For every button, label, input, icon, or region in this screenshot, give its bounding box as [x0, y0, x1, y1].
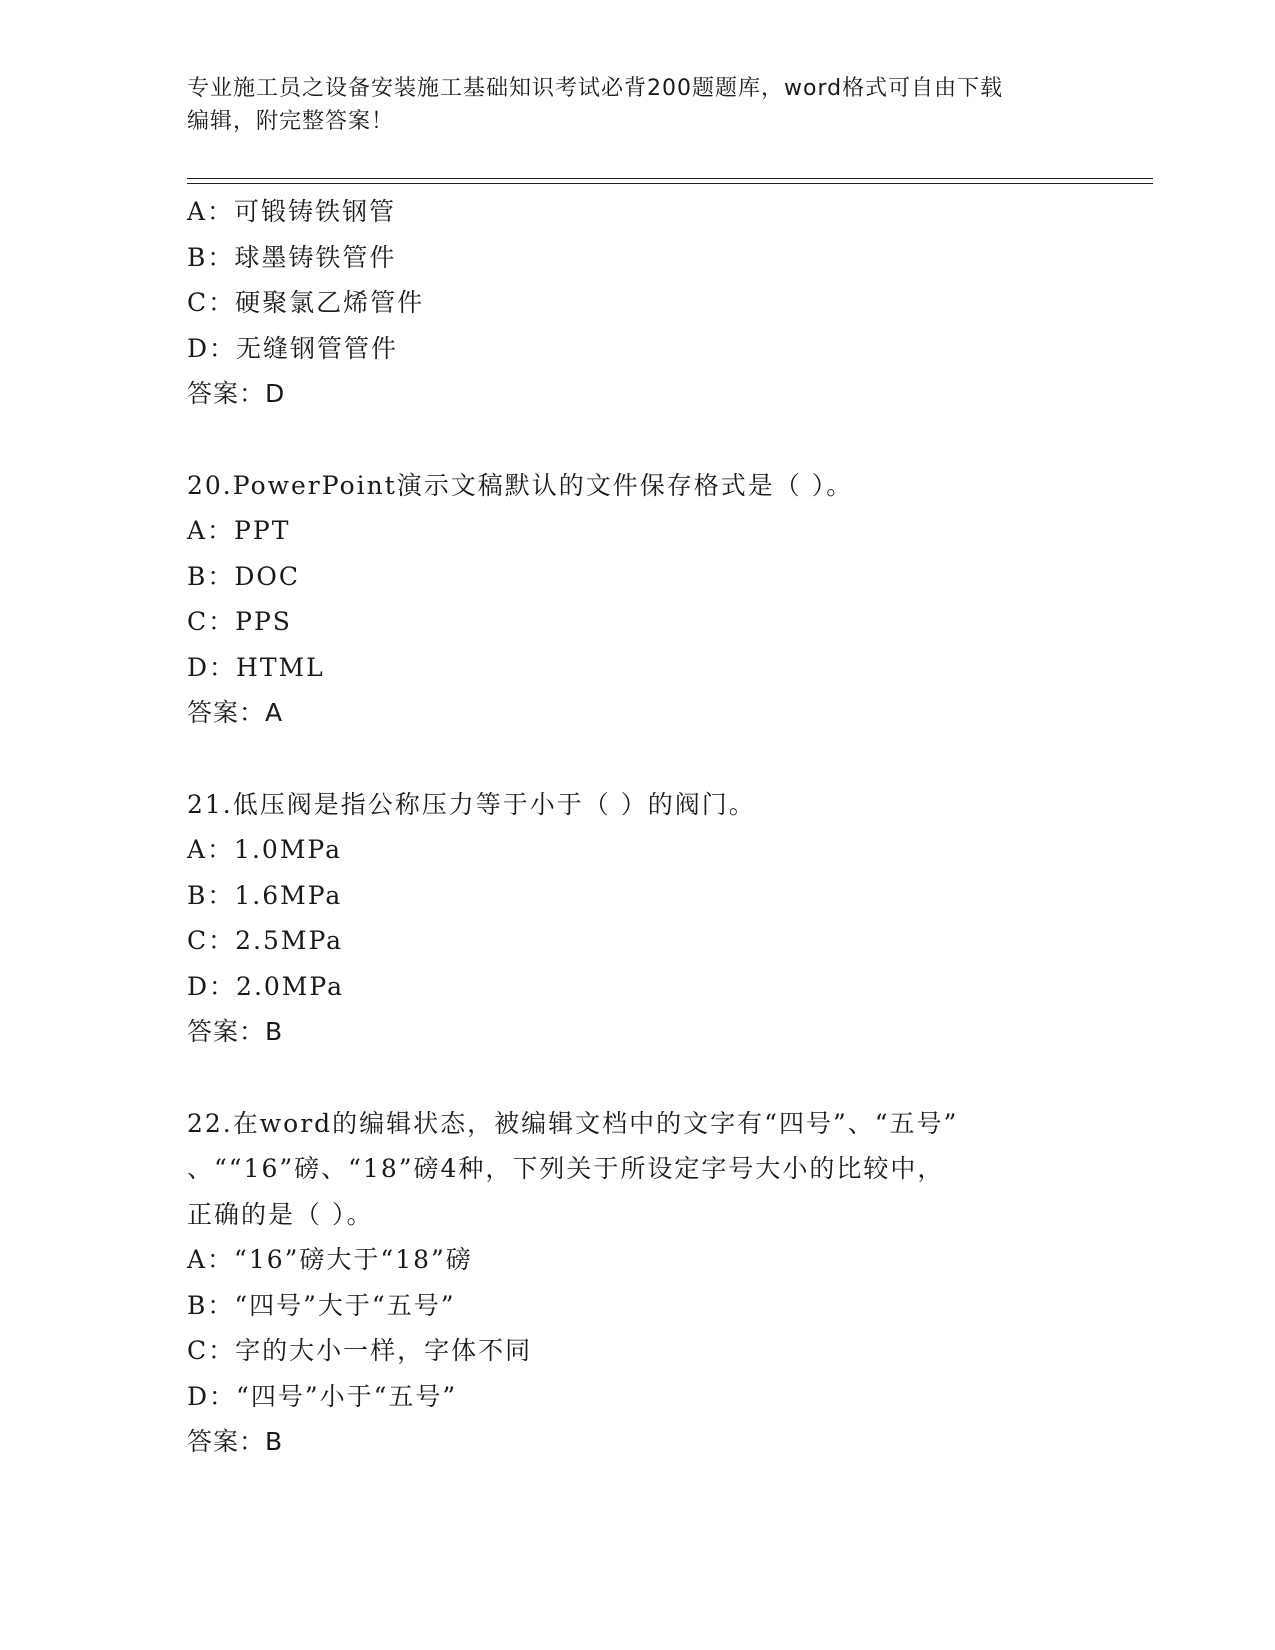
answer-key: 答案：D	[187, 379, 286, 408]
answer-option: D：HTML	[187, 652, 325, 682]
question-spacer	[187, 736, 1087, 782]
question-stem: 20.PowerPoint演示文稿默认的文件保存格式是（ ）。	[187, 470, 854, 500]
answer-option: A：可锻铸铁钢管	[187, 197, 397, 226]
question-block	[187, 463, 1087, 736]
answer-option: B：球墨铸铁管件	[187, 242, 397, 272]
answer-key: 答案：B	[187, 1427, 284, 1456]
question-block	[187, 189, 1087, 417]
question-spacer	[187, 417, 1087, 463]
answer-option: C：字的大小一样，字体不同	[187, 1336, 533, 1365]
answer-key: 答案：A	[187, 698, 284, 727]
answer-option: D：无缝钢管管件	[187, 333, 399, 363]
answer-option: D：2.0MPa	[187, 971, 345, 1001]
answer-key: 答案：B	[187, 1017, 284, 1046]
document-header	[187, 72, 1077, 138]
answer-option: B：1.6MPa	[187, 880, 343, 910]
question-stem: 、““16”磅、“18”磅4种，下列关于所设定字号大小的比较中，	[187, 1154, 945, 1183]
question-stem: 22.在word的编辑状态，被编辑文档中的文字有“四号”、“五号”	[187, 1108, 959, 1138]
question-list	[187, 189, 1087, 1465]
header-line-1: 专业施工员之设备安装施工基础知识考试必背200题题库，word格式可自由下载	[187, 76, 1004, 101]
answer-option: A：PPT	[187, 516, 291, 545]
question-block	[187, 782, 1087, 1055]
answer-option: C：2.5MPa	[187, 926, 344, 955]
question-stem: 21.低压阀是指公称压力等于小于（ ）的阀门。	[187, 789, 756, 819]
answer-option: C：PPS	[187, 607, 292, 636]
question-stem: 正确的是（ ）。	[187, 1199, 374, 1229]
answer-option: A：1.0MPa	[187, 835, 343, 864]
answer-option: A：“16”磅大于“18”磅	[187, 1245, 473, 1274]
header-divider-bottom	[187, 183, 1153, 184]
answer-option: B：“四号”大于“五号”	[187, 1290, 456, 1320]
header-divider-top	[187, 178, 1153, 179]
question-block	[187, 1101, 1087, 1465]
header-line-2: 编辑，附完整答案！	[187, 109, 395, 134]
question-spacer	[187, 1055, 1087, 1101]
answer-option: B：DOC	[187, 561, 301, 591]
answer-option: D：“四号”小于“五号”	[187, 1381, 458, 1411]
answer-option: C：硬聚氯乙烯管件	[187, 288, 425, 317]
